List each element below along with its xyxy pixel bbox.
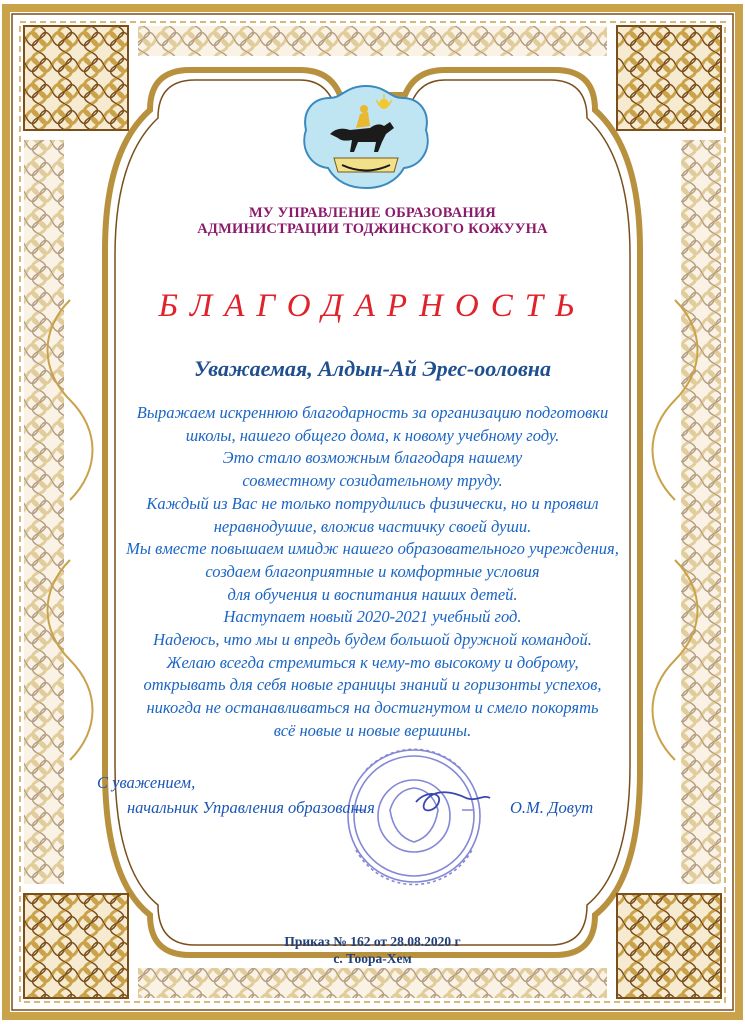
order-location: с. Тоора-Хем bbox=[333, 951, 412, 966]
document-title: БЛАГОДАРНОСТЬ bbox=[158, 288, 587, 324]
signature-closing: С уважением, bbox=[97, 773, 196, 792]
body-line: Мы вместе повышаем имидж нашего образовательного учреждения, bbox=[126, 539, 619, 559]
signature-position: начальник Управления образования bbox=[127, 798, 375, 817]
body-line: Надеюсь, что мы и впредь будем большой дружной командой. bbox=[153, 630, 592, 650]
signature-name: О.М. Довут bbox=[510, 798, 594, 817]
body-line: Желаю всегда стремиться к чему-то высокому и доброму, bbox=[166, 652, 579, 672]
order-number: Приказ № 162 от 28.08.2020 г bbox=[284, 934, 461, 949]
body-line: Это стало возможным благодаря нашему bbox=[222, 448, 523, 468]
body-line: Каждый из Вас не только потрудились физически, но и проявил bbox=[146, 493, 599, 513]
body-line: школы, нашего общего дома, к новому учебному году. bbox=[185, 425, 560, 445]
coat-of-arms-icon bbox=[298, 82, 434, 194]
body-line: неравнодушие, вложив частичку своей души. bbox=[213, 516, 532, 536]
organization-line-2: АДМИНИСТРАЦИИ ТОДЖИНСКОГО КОЖУУНА bbox=[197, 221, 548, 237]
body-line: открывать для себя новые границы знаний и горизонты успехов, bbox=[143, 675, 602, 695]
body-line: для обучения и воспитания наших детей. bbox=[227, 584, 518, 604]
body-line: всё новые и новые вершины. bbox=[273, 720, 472, 740]
letter-body bbox=[60, 402, 685, 743]
greeting: Уважаемая, Алдын-Ай Эрес-ооловна bbox=[194, 356, 551, 381]
body-line: создаем благоприятные и комфортные условия bbox=[205, 561, 540, 581]
organization-line-1: МУ УПРАВЛЕНИЕ ОБРАЗОВАНИЯ bbox=[249, 205, 496, 221]
body-line: Выражаем искреннюю благодарность за организацию подготовки bbox=[136, 403, 609, 422]
body-line: совместному созидательному труду. bbox=[242, 471, 503, 491]
body-line: никогда не останавливаться на достигнутом и смело покорять bbox=[146, 698, 599, 718]
body-line: Наступает новый 2020-2021 учебный год. bbox=[223, 607, 522, 627]
